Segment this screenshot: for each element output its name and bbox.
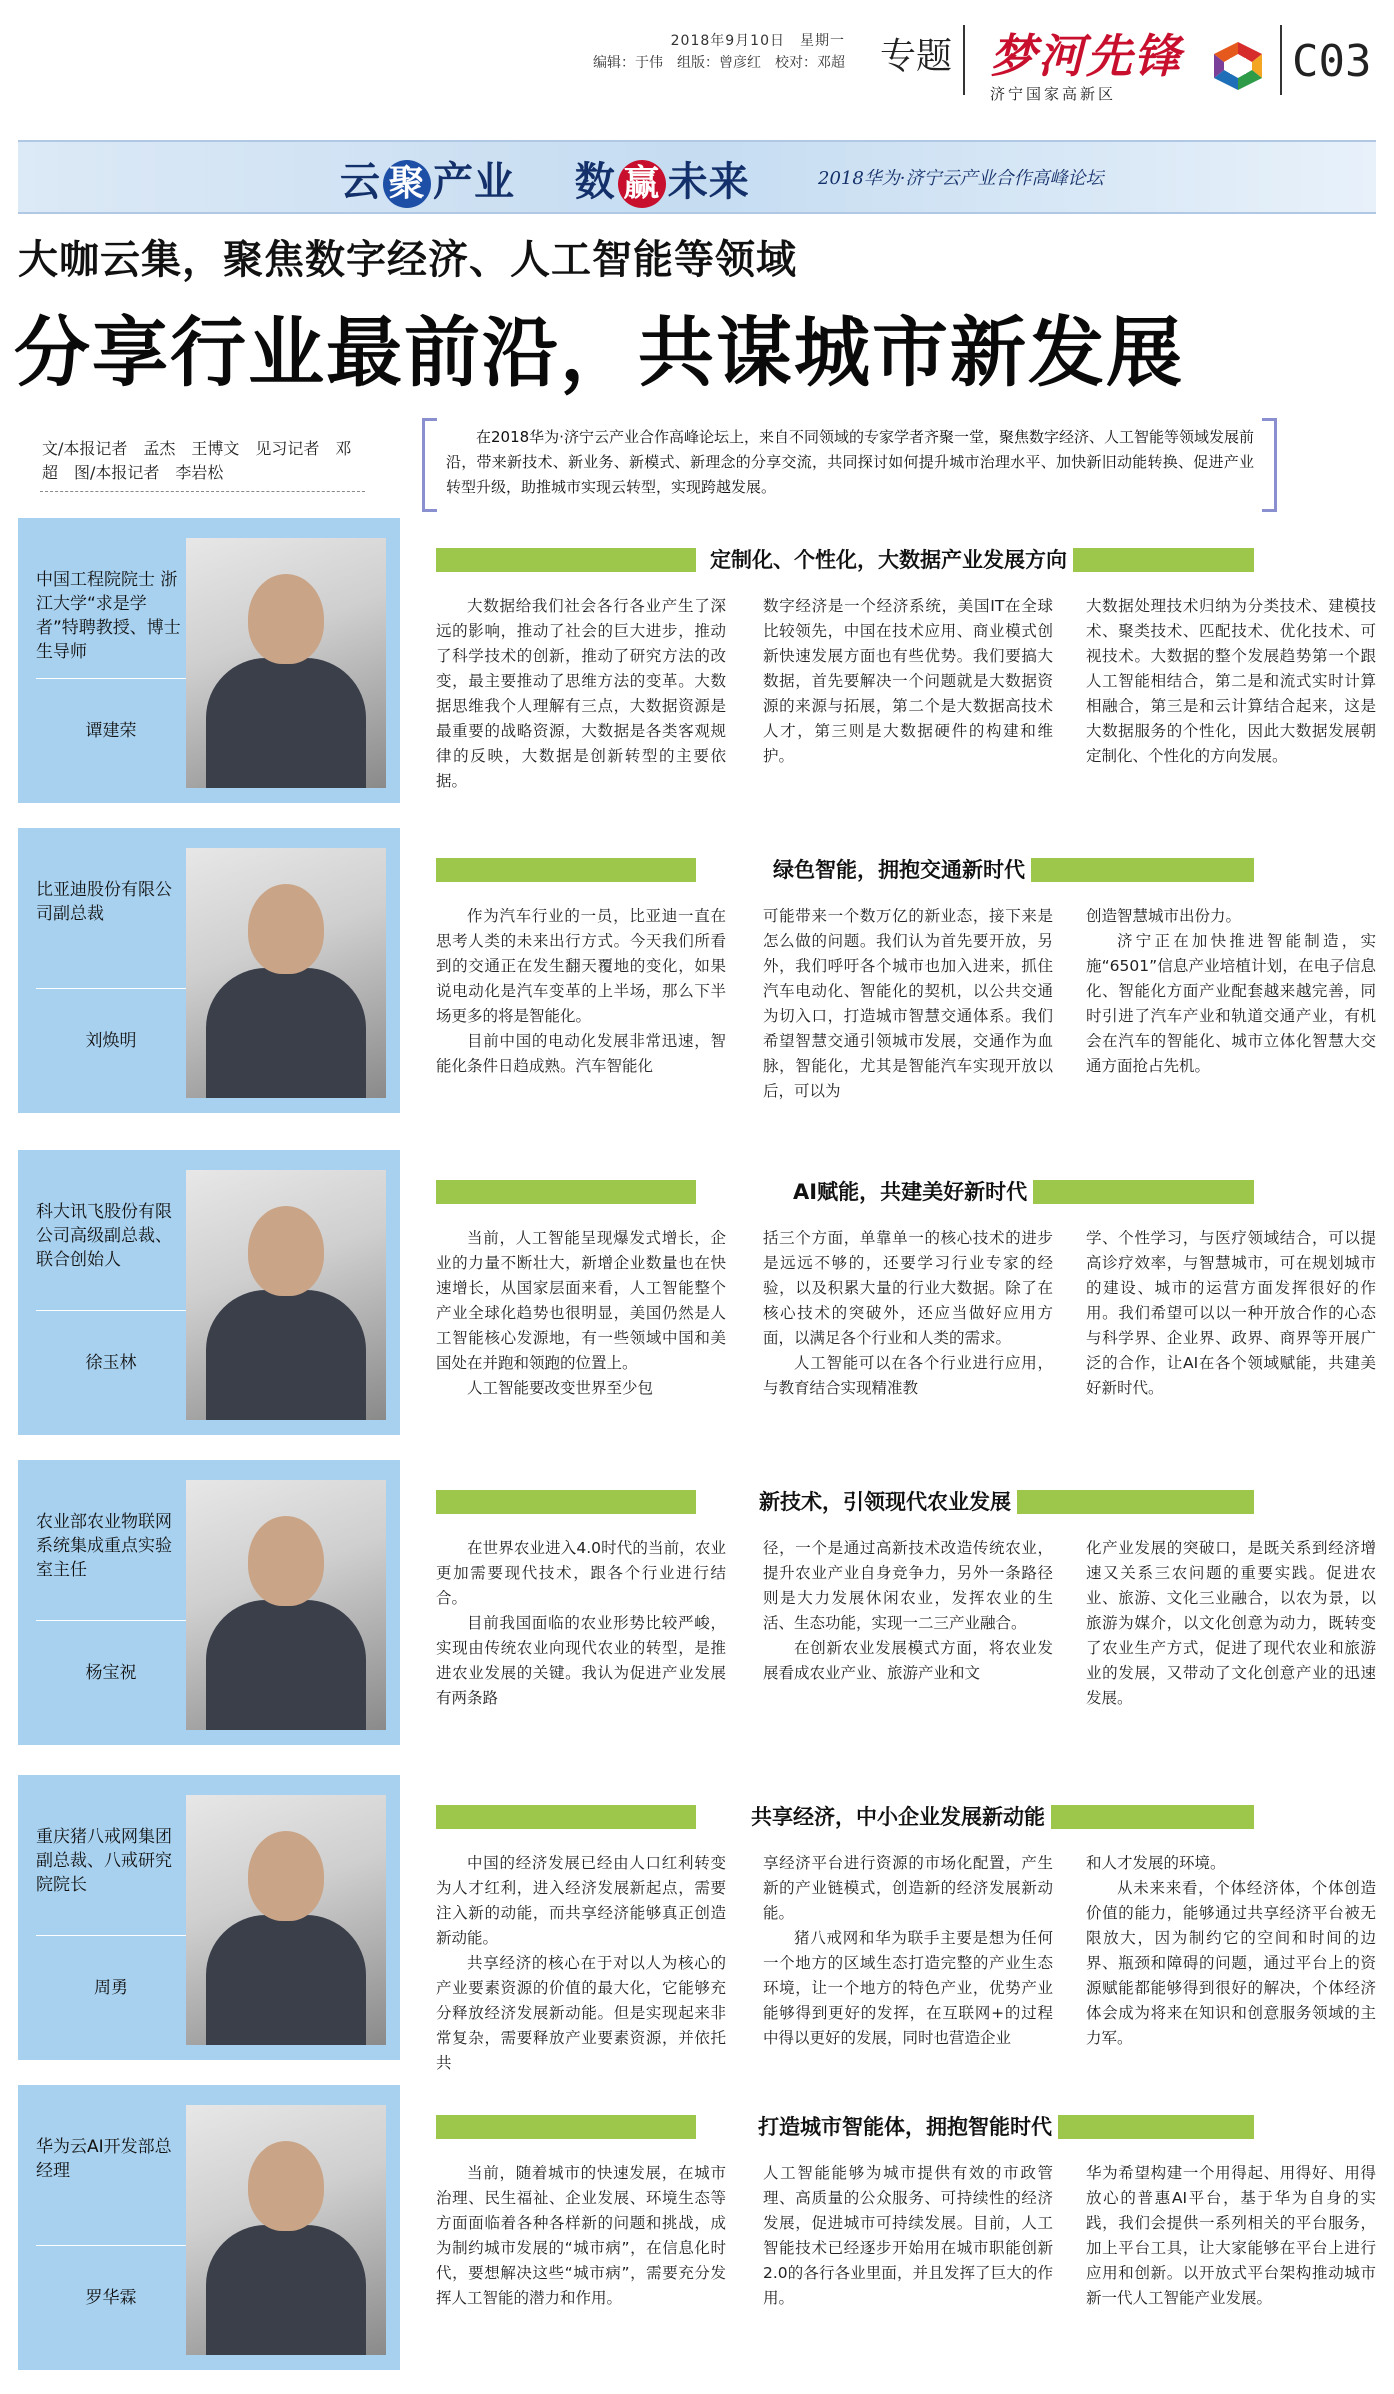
editor-line: 编辑：于伟 组版：曾彦红 校对：邓超 [593,55,845,71]
article-column [763,904,1053,1104]
hightech-zone-logo-icon [1212,40,1264,92]
slogan-char: 云 [340,159,381,205]
speaker-card [18,828,400,1113]
speaker-name: 徐玉林 [85,1353,137,1373]
speaker-photo [186,848,386,1098]
paragraph: 华为希望构建一个用得起、用得好、用得放心的普惠AI平台，基于华为自身的实践，我们会提供一系列相关的平台服务，加上平台工具，让大家能够在平台上进行应用和创新。以开放式平台架构推动城市新一代人工智能产业发展。 [1086,2164,1376,2307]
speaker-photo [186,1480,386,1730]
article-column [1086,1226,1376,1401]
article-column [763,1851,1053,2051]
speaker-name: 杨宝祝 [85,1663,137,1683]
speaker-card [18,1775,400,2060]
slogan-text: 产业 [433,159,515,205]
speaker-photo [186,1795,386,2045]
intro-left-bracket [422,418,437,512]
section-heading: AI赋能，共建美好新时代 [787,1176,1033,1206]
paragraph: 目前我国面临的农业形势比较严峻，实现由传统农业向现代农业的转型，是推进农业发展的关键。我认为促进产业发展有两条路 [436,1614,726,1707]
speaker-card-divider [36,1935,186,1936]
masthead-divider [1280,25,1282,95]
intro-right-bracket [1262,418,1277,512]
paragraph: 学、个性学习，与医疗领域结合，可以提高诊疗效率，与智慧城市，可在规划城市的建设、城市的运营方面发挥很好的作用。我们希望可以以一种开放合作的心态与科学界、企业界、政界、商界等开展广泛的合作，让AI在各个领域赋能，共建美好新时代。 [1086,1229,1376,1397]
article-column [1086,2161,1376,2311]
speaker-card [18,1460,400,1745]
paragraph: 猪八戒网和华为联手主要是想为任何一个地方的区域生态打造完整的产业生态环境，让一个地方的特色产业，优势产业能够得到更好的发挥，在互联网+的过程中得以更好的发展，同时也营造企业 [763,1929,1053,2047]
paragraph: 从未来来看，个体经济体，个体创造价值的能力，能够通过共享经济平台被无限放大，因为制约它的空间和时间的边界、瓶颈和障碍的问题，通过平台上的资源赋能都能够得到很好的解决，个体经济体会成为将来在知识和创意服务领域的主力军。 [1086,1879,1376,2047]
paragraph: 大数据处理技术归纳为分类技术、建模技术、聚类技术、匹配技术、优化技术、可视技术。大数据的整个发展趋势第一个跟人工智能相结合，第二是和流式实时计算相融合，第三是和云计算结合起来，这是大数据服务的个性化，因此大数据发展朝定制化、个性化的方向发展。 [1086,597,1376,765]
heading-bar-left [436,1805,696,1829]
brand-subtitle: 济宁国家高新区 [990,85,1117,103]
speaker-name: 周勇 [94,1978,128,1998]
speaker-photo [186,1170,386,1420]
paragraph: 当前，随着城市的快速发展，在城市治理、民生福祉、企业发展、环境生态等方面面临着各种各样新的问题和挑战，成为制约城市发展的“城市病”，在信息化时代，要想解决这些“城市病”，需要充分发挥人工智能的潜力和作用。 [436,2164,726,2307]
section-heading: 绿色智能，拥抱交通新时代 [767,854,1031,884]
article-column [763,2161,1053,2311]
paragraph: 享经济平台进行资源的市场化配置，产生新的产业链模式，创造新的经济发展新动能。 [763,1854,1053,1922]
heading-bar-left [436,1490,696,1514]
article-column [1086,1851,1376,2051]
speaker-title: 比亚迪股份有限公司副总裁 [36,880,172,924]
heading-bar-left [436,548,696,572]
article-column [436,594,726,794]
paragraph: 可能带来一个数万亿的新业态，接下来是怎么做的问题。我们认为首先要开放，另外，我们呼吁各个城市也加入进来，抓住汽车电动化、智能化的契机，以公共交通为切入口，打造城市智慧交通体系。我们希望智慧交通引领城市发展，交通作为血脉，智能化，尤其是智能汽车实现开放以后，可以为 [763,907,1053,1100]
article-column [436,904,726,1079]
masthead-info [565,30,845,74]
speaker-title: 华为云AI开发部总经理 [36,2137,172,2181]
speaker-photo [186,2105,386,2355]
paragraph: 作为汽车行业的一员，比亚迪一直在思考人类的未来出行方式。今天我们所看到的交通正在发生翻天覆地的变化，如果说电动化是汽车变革的上半场，那么下半场更多的将是智能化。 [436,907,726,1025]
banner-event-name: 2018华为·济宁云产业合作高峰论坛 [818,168,1104,189]
speaker-title: 科大讯飞股份有限公司高级副总裁、联合创始人 [36,1202,172,1270]
section-label: 专题 [880,36,953,77]
paragraph: 数字经济是一个经济系统，美国IT在全球比较领先，中国在技术应用、商业模式创新快速发展方面也有些优势。我们要搞大数据，首先要解决一个问题就是大数据资源的来源与拓展，第二个是大数据高技术人才，第三则是大数据硬件的构建和维护。 [763,597,1053,765]
speaker-photo [186,538,386,788]
masthead-divider [963,25,965,95]
article-column [436,1536,726,1711]
slogan-text: 未来 [667,159,750,205]
speaker-card [18,1150,400,1435]
paragraph: 大数据给我们社会各行各业产生了深远的影响，推动了社会的巨大进步，推动了科学技术的创新，推动了研究方法的改变，最主要推动了思维方法的变革。大数据思维我个人理解有三点，大数据资源是最重要的战略资源，大数据是各类客观规律的反映，大数据是创新转型的主要依据。 [436,597,726,790]
article-column [1086,1536,1376,1711]
section-heading: 打造城市智能体，拥抱智能时代 [752,2111,1058,2141]
article-column [763,1536,1053,1686]
headline: 分享行业最前沿，共谋城市新发展 [14,308,1184,397]
byline: 文/本报记者 孟杰 王博文 见习记者 邓超 图/本报记者 李岩松 [42,439,352,482]
paragraph: 中国的经济发展已经由人口红利转变为人才红利，进入经济发展新起点，需要注入新的动能，而共享经济能够真正创造新动能。 [436,1854,726,1947]
speaker-card [18,2085,400,2370]
slogan-highlight: 赢 [618,160,666,208]
speaker-card-divider [36,2245,186,2246]
heading-bar-left [436,2115,696,2139]
paragraph: 在创新农业发展模式方面，将农业发展看成农业产业、旅游产业和文 [763,1639,1053,1682]
speaker-card-divider [36,988,186,989]
paragraph: 目前中国的电动化发展非常迅速，智能化条件日趋成熟。汽车智能化 [436,1032,726,1075]
brand-logo-text: 梦河先锋 [990,29,1182,83]
speaker-name: 谭建荣 [85,721,137,741]
byline-rule [40,491,365,492]
intro-paragraph: 在2018华为·济宁云产业合作高峰论坛上，来自不同领域的专家学者齐聚一堂，聚焦数字经济、人工智能等领域发展前沿，带来新技术、新业务、新模式、新理念的分享交流，共同探讨如何提升城市治理水平、加快新旧动能转换、促进产业转型升级，助推城市实现云转型，实现跨越发展。 [446,428,1254,496]
speaker-card-divider [36,1310,186,1311]
article-column [763,594,1053,769]
article-column [436,1226,726,1401]
speaker-card-divider [36,1620,186,1621]
paragraph: 人工智能要改变世界至少包 [467,1379,654,1397]
banner-slogan [340,150,750,208]
article-column [763,1226,1053,1401]
speaker-title: 农业部农业物联网系统集成重点实验室主任 [36,1512,172,1580]
paragraph: 和人才发展的环境。 [1086,1854,1226,1872]
page-number: C03 [1292,36,1372,87]
section-heading: 定制化、个性化，大数据产业发展方向 [704,544,1073,574]
heading-bar-left [436,1180,696,1204]
paragraph: 人工智能可以在各个行业进行应用，与教育结合实现精准教 [763,1354,1053,1397]
paragraph: 济宁正在加快推进智能制造，实施“6501”信息产业培植计划，在电子信息化、智能化方面产业配套越来越完善，同时引进了汽车产业和轨道交通产业，有机会在汽车的智能化、城市立体化智慧大交通方面抢占先机。 [1086,932,1376,1075]
paragraph: 径，一个是通过高新技术改造传统农业，提升农业产业自身竞争力，另外一条路径则是大力发展休闲农业，发挥农业的生活、生态功能，实现一二三产业融合。 [763,1539,1053,1632]
paragraph: 创造智慧城市出份力。 [1086,907,1242,925]
speaker-title: 重庆猪八戒网集团副总裁、八戒研究院院长 [36,1827,172,1895]
article-column [1086,904,1376,1079]
paragraph: 括三个方面，单靠单一的核心技术的进步是远远不够的，还要学习行业专家的经验，以及积累大量的行业大数据。除了在核心技术的突破外，还应当做好应用方面，以满足各个行业和人类的需求。 [763,1229,1053,1347]
article-column [1086,594,1376,769]
paragraph: 化产业发展的突破口，是既关系到经济增速又关系三农问题的重要实践。促进农业、旅游、文化三业融合，以农为景，以旅游为媒介，以文化创意为动力，既转变了农业生产方式，促进了现代农业和旅游业的发展，又带动了文化创意产业的迅速发展。 [1086,1539,1376,1707]
date-line: 2018年9月10日 星期一 [670,33,845,49]
slogan-highlight: 聚 [383,160,431,208]
section-heading: 共享经济，中小企业发展新动能 [745,1801,1051,1831]
speaker-name: 刘焕明 [85,1031,137,1051]
article-column [436,1851,726,2076]
paragraph: 当前，人工智能呈现爆发式增长，企业的力量不断壮大，新增企业数量也在快速增长，从国家层面来看，人工智能整个产业全球化趋势也很明显，美国仍然是人工智能核心发源地，有一些领域中国和美国处在并跑和领跑的位置上。 [436,1229,726,1372]
speaker-card [18,518,400,803]
subheadline: 大咖云集，聚焦数字经济、人工智能等领域 [18,237,797,283]
speaker-name: 罗华霖 [85,2288,137,2308]
section-heading: 新技术，引领现代农业发展 [753,1486,1017,1516]
slogan-char: 数 [574,159,616,205]
paragraph: 在世界农业进入4.0时代的当前，农业更加需要现代技术，跟各个行业进行结合。 [436,1539,726,1607]
heading-bar-left [436,858,696,882]
paragraph: 人工智能能够为城市提供有效的市政管理、高质量的公众服务、可持续性的经济发展，促进城市可持续发展。目前，人工智能技术已经逐步开始用在城市职能创新2.0的各行各业里面，并且发挥了巨大的作用。 [763,2164,1053,2307]
speaker-card-divider [36,678,186,679]
paragraph: 共享经济的核心在于对以人为核心的产业要素资源的价值的最大化，它能够充分释放经济发展新动能。但是实现起来非常复杂，需要释放产业要素资源，并依托共 [436,1954,726,2072]
speaker-title: 中国工程院院士 浙江大学“求是学者”特聘教授、博士生导师 [36,570,181,662]
article-column [436,2161,726,2311]
